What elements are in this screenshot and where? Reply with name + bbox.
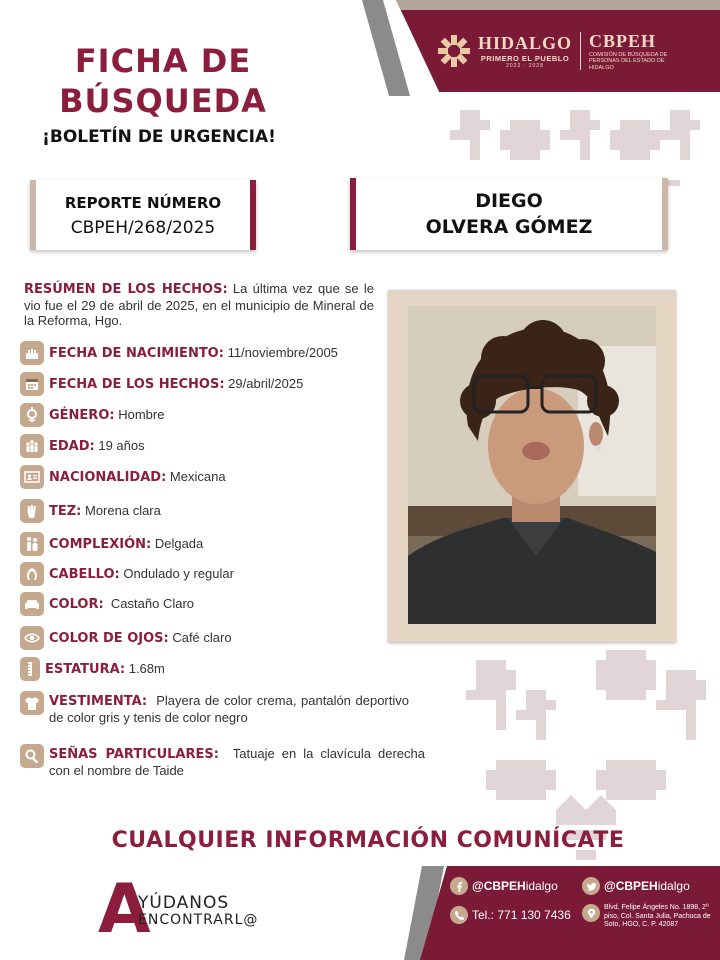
hidalgo-slogan: PRIMERO EL PUEBLO bbox=[480, 54, 570, 63]
urgency-subtitle: ¡BOLETÍN DE URGENCIA! bbox=[42, 127, 276, 147]
marks-value: Tatuaje en la clavícula derecha con el nombre de Taide bbox=[49, 746, 425, 778]
people-icon bbox=[20, 434, 44, 458]
summary-text: La última vez que se le vio fue el 29 de abril de 2025, en el municipio de Mineral de la Reforma, Hgo. bbox=[24, 281, 374, 328]
title-line-1: FICHA DE bbox=[74, 42, 252, 80]
row-build bbox=[20, 532, 203, 556]
header-logos bbox=[436, 28, 696, 74]
twitter-icon bbox=[582, 877, 600, 895]
twitter-handle-bold: @CBPEH bbox=[604, 879, 658, 893]
hair-value: Ondulado y regular bbox=[123, 566, 234, 581]
summary-of-events bbox=[24, 281, 374, 329]
color-label: COLOR: bbox=[49, 597, 104, 612]
build-label: COMPLEXIÓN: bbox=[49, 537, 152, 552]
row-event-date bbox=[20, 372, 303, 396]
campaign-logo-line-2: ENCONTRARL@ bbox=[138, 912, 259, 928]
event-date-value: 29/abril/2025 bbox=[228, 376, 304, 391]
location-icon bbox=[582, 904, 600, 922]
calendar-icon bbox=[20, 372, 44, 396]
row-skin bbox=[20, 499, 161, 523]
row-gender bbox=[20, 403, 164, 427]
row-clothing bbox=[20, 691, 409, 725]
color-value: Castaño Claro bbox=[110, 596, 195, 611]
row-marks bbox=[20, 744, 425, 778]
magnifier-icon bbox=[20, 744, 44, 768]
row-birth bbox=[20, 341, 338, 365]
missing-person-photo bbox=[408, 306, 656, 624]
flower-icon bbox=[436, 33, 472, 69]
gender-icon bbox=[20, 403, 44, 427]
facebook-icon bbox=[450, 877, 468, 895]
photo-frame bbox=[388, 290, 676, 642]
eyes-label: COLOR DE OJOS: bbox=[49, 631, 169, 646]
height-value: 1.68m bbox=[128, 661, 165, 676]
row-height bbox=[20, 657, 165, 681]
phone-contact[interactable] bbox=[450, 906, 571, 924]
summary-label: RESÚMEN DE LOS HECHOS: bbox=[24, 282, 228, 297]
id-card-icon bbox=[20, 465, 44, 489]
hidalgo-years: 2022 · 2028 bbox=[506, 63, 544, 69]
hand-icon bbox=[20, 499, 44, 523]
skin-value: Morena clara bbox=[85, 503, 161, 518]
birth-label: FECHA DE NACIMIENTO: bbox=[49, 346, 224, 361]
twitter-contact[interactable] bbox=[582, 877, 690, 895]
ruler-icon bbox=[20, 657, 40, 681]
person-last-names: OLVERA GÓMEZ bbox=[425, 216, 593, 238]
report-number: CBPEH/268/2025 bbox=[70, 218, 216, 238]
age-label: EDAD: bbox=[49, 439, 95, 454]
nationality-label: NACIONALIDAD: bbox=[49, 470, 167, 485]
person-first-name: DIEGO bbox=[475, 190, 543, 212]
facebook-handle-bold: @CBPEH bbox=[472, 879, 526, 893]
age-value: 19 años bbox=[98, 438, 145, 453]
clothing-value: Playera de color crema, pantalón deportivo de color gris y tenis de color negro bbox=[49, 693, 409, 725]
cbpeh-full-name: COMISIÓN DE BÚSQUEDA DE PERSONAS DEL ESTADO DE HIDALGO bbox=[589, 51, 668, 71]
event-date-label: FECHA DE LOS HECHOS: bbox=[49, 377, 225, 392]
row-age bbox=[20, 434, 145, 458]
header-grey-stripe bbox=[350, 0, 410, 96]
shirt-icon bbox=[20, 691, 44, 715]
eyes-value: Café claro bbox=[172, 630, 232, 645]
gender-label: GÉNERO: bbox=[49, 408, 115, 423]
clothing-label: VESTIMENTA: bbox=[49, 694, 148, 709]
row-eyes bbox=[20, 626, 232, 650]
hair-icon bbox=[20, 562, 44, 586]
phone-icon bbox=[450, 906, 468, 924]
facebook-handle-rest: idalgo bbox=[525, 879, 558, 893]
call-to-action: CUALQUIER INFORMACIÓN COMUNÍCATE bbox=[111, 828, 625, 853]
eye-icon bbox=[20, 626, 44, 650]
campaign-logo-letter: A bbox=[98, 870, 151, 949]
facebook-contact[interactable] bbox=[450, 877, 558, 895]
height-label: ESTATURA: bbox=[45, 662, 126, 677]
cake-icon bbox=[20, 341, 44, 365]
title-line-2: BÚSQUEDA bbox=[59, 82, 267, 120]
row-hair bbox=[20, 562, 234, 586]
nationality-value: Mexicana bbox=[169, 469, 226, 484]
hair-label: CABELLO: bbox=[49, 567, 120, 582]
row-color bbox=[20, 592, 194, 616]
sofa-icon bbox=[20, 592, 44, 616]
address-text: Blvd. Felipe Ángeles No. 1898, 2º piso, Col. Santa Julia, Pachuca de Soto, HGO, C. P. 42087 bbox=[604, 904, 711, 928]
report-card bbox=[30, 180, 256, 250]
marks-label: SEÑAS PARTICULARES: bbox=[49, 747, 219, 762]
cbpeh-acronym: CBPEH bbox=[589, 30, 657, 51]
hidalgo-logo bbox=[478, 33, 572, 69]
skin-label: TEZ: bbox=[49, 504, 82, 519]
hidalgo-name: HIDALGO bbox=[478, 33, 573, 53]
phone-number: Tel.: 771 130 7436 bbox=[472, 908, 571, 922]
birth-value: 11/noviembre/2005 bbox=[227, 345, 338, 360]
build-value: Delgada bbox=[154, 536, 204, 551]
twitter-handle-rest: idalgo bbox=[657, 879, 690, 893]
gender-value: Hombre bbox=[118, 407, 165, 422]
campaign-logo-line-1: YÚDANOS bbox=[138, 893, 230, 913]
row-nationality bbox=[20, 465, 226, 489]
body-icon bbox=[20, 532, 44, 556]
address-contact bbox=[582, 904, 714, 930]
report-label: REPORTE NÚMERO bbox=[64, 194, 222, 212]
cbpeh-logo bbox=[589, 31, 669, 72]
name-card bbox=[350, 178, 668, 250]
logo-divider bbox=[580, 32, 581, 70]
